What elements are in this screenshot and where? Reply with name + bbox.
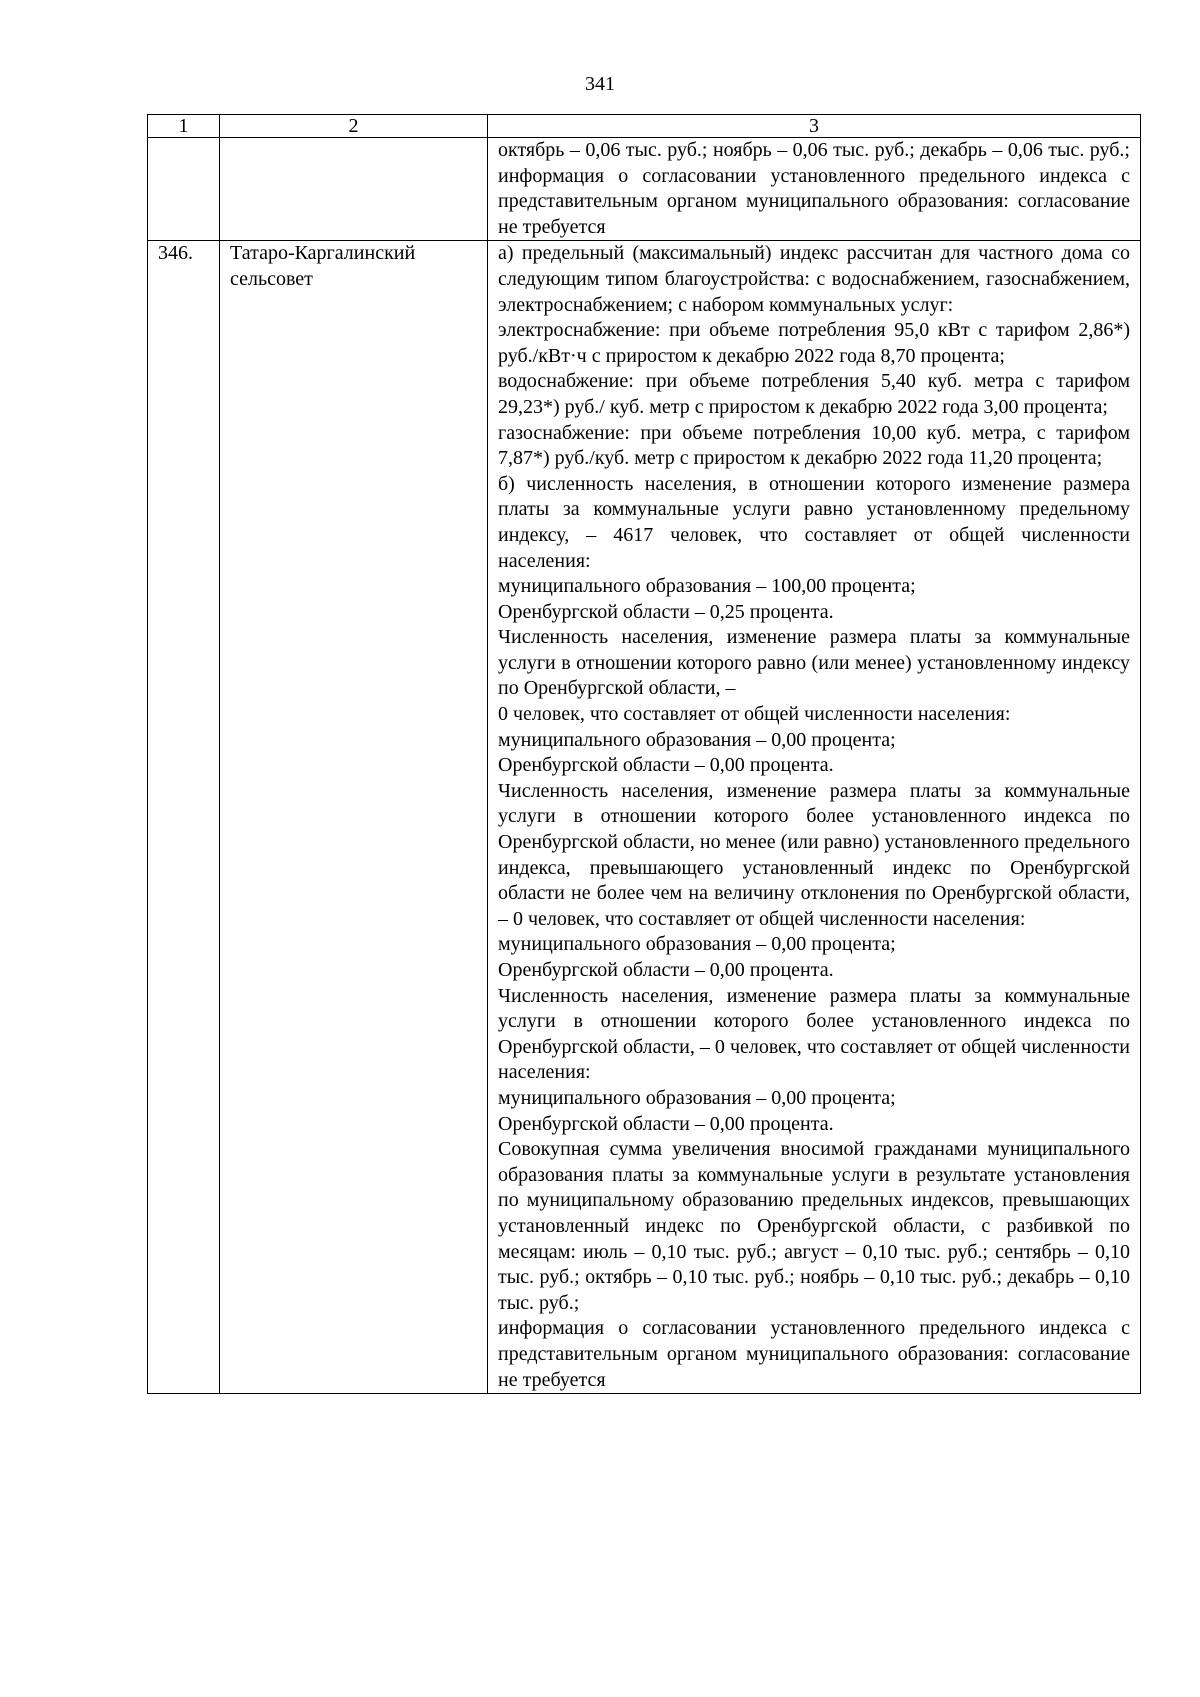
content-paragraph: Численность населения, изменение размера платы за коммунальные услуги в отношении которого равно (или менее) установленному индексу по Оренбургской области, – (498, 626, 1130, 700)
continuation-number-cell (148, 138, 220, 241)
continuation-name-cell (220, 138, 488, 241)
content-paragraph: Оренбургской области – 0,00 процента. (498, 959, 834, 981)
content-paragraph: муниципального образования – 0,00 процента; (498, 933, 896, 956)
content-paragraph: газоснабжение: при объеме потребления 10,00 куб. метра, с тарифом 7,87*) руб./куб. метр с приростом к декабрю 2022 года 11,20 процента; (498, 421, 1130, 470)
continuation-paragraph: октябрь – 0,06 тыс. руб.; ноябрь – 0,06 тыс. руб.; декабрь – 0,06 тыс. руб.; информация о согласовании установленного предельного индекса с представительным органом муниципального образования: согласование не требуется (498, 139, 1130, 238)
municipality-name: Татаро-Каргалинский сельсовет (220, 241, 488, 1394)
table-row-346 (148, 241, 1141, 1394)
table-header (148, 115, 1141, 138)
page-number: 341 (585, 73, 615, 95)
index-table (147, 114, 1141, 1394)
content-paragraph: Численность населения, изменение размера платы за коммунальные услуги в отношении которого более установленного индекса по Оренбургской области, – 0 человек, что составляет от общей численности населения: (498, 984, 1130, 1084)
content-paragraph: а) предельный (максимальный) индекс рассчитан для частного дома со следующим типом благоустройства: с водоснабжением, газоснабжением, электроснабжением; с набором коммунальных услуг: (498, 242, 1130, 316)
content-paragraph: муниципального образования – 0,00 процента; (498, 728, 896, 751)
table-body (148, 138, 1141, 1394)
content-paragraph: Оренбургской области – 0,25 процента. (498, 600, 834, 623)
row-number: 346. (148, 241, 220, 1394)
content-paragraph: Оренбургской области – 0,00 процента. (498, 1112, 834, 1135)
content-paragraph: б) численность населения, в отношении которого изменение размера платы за коммунальные услуги равно установленному предельному индексу, – 4617 человек, что составляет от общей численности населения: (498, 472, 1130, 572)
column-header-2: 2 (220, 115, 488, 138)
content-paragraph: электроснабжение: при объеме потребления 95,0 кВт с тарифом 2,86*) руб./кВт·ч с приростом к декабрю 2022 года 8,70 процента; (498, 319, 1130, 367)
header-row (148, 115, 1141, 138)
row-content-cell (488, 241, 1141, 1394)
continuation-content-cell (488, 138, 1141, 241)
content-paragraph: водоснабжение: при объеме потребления 5,40 куб. метра с тарифом 29,23*) руб./ куб. метр с приростом к декабрю 2022 года 3,00 процента; (498, 370, 1130, 418)
column-header-1: 1 (148, 115, 220, 138)
content-paragraph: информация о согласовании установленного предельного индекса с представительным органом муниципального образования: согласование не требуется (498, 1317, 1130, 1391)
column-header-3: 3 (488, 115, 1141, 138)
content-paragraph: Совокупная сумма увеличения вносимой гражданами муниципального образования платы за коммунальные услуги в результате установления по муниципальному образованию предельных индексов, превышающих установленный индекс по Оренбургской области, с разбивкой по месяцам: июль – 0,10 тыс. руб.; август – 0,10 тыс. руб.; сентябрь – 0,10 тыс. руб.; октябрь – 0,10 тыс. руб.; ноябрь – 0,10 тыс. руб.; декабрь – 0,10 тыс. руб.; (498, 1138, 1130, 1314)
content-paragraph: 0 человек, что составляет от общей численности населения: (498, 703, 1011, 726)
content-paragraph: муниципального образования – 0,00 процента; (498, 1086, 896, 1109)
table-row-continuation (148, 138, 1141, 241)
content-paragraph: Численность населения, изменение размера платы за коммунальные услуги в отношении которого более установленного индекса по Оренбургской области, но менее (или равно) установленного предельного индекса, превышающего установленный индекс по Оренбургской области не более чем на величину отклонения по Оренбургской области, – 0 человек, что составляет от общей численности населения: (498, 779, 1130, 930)
content-paragraph: муниципального образования – 100,00 процента; (498, 575, 916, 598)
content-paragraph: Оренбургской области – 0,00 процента. (498, 754, 834, 777)
